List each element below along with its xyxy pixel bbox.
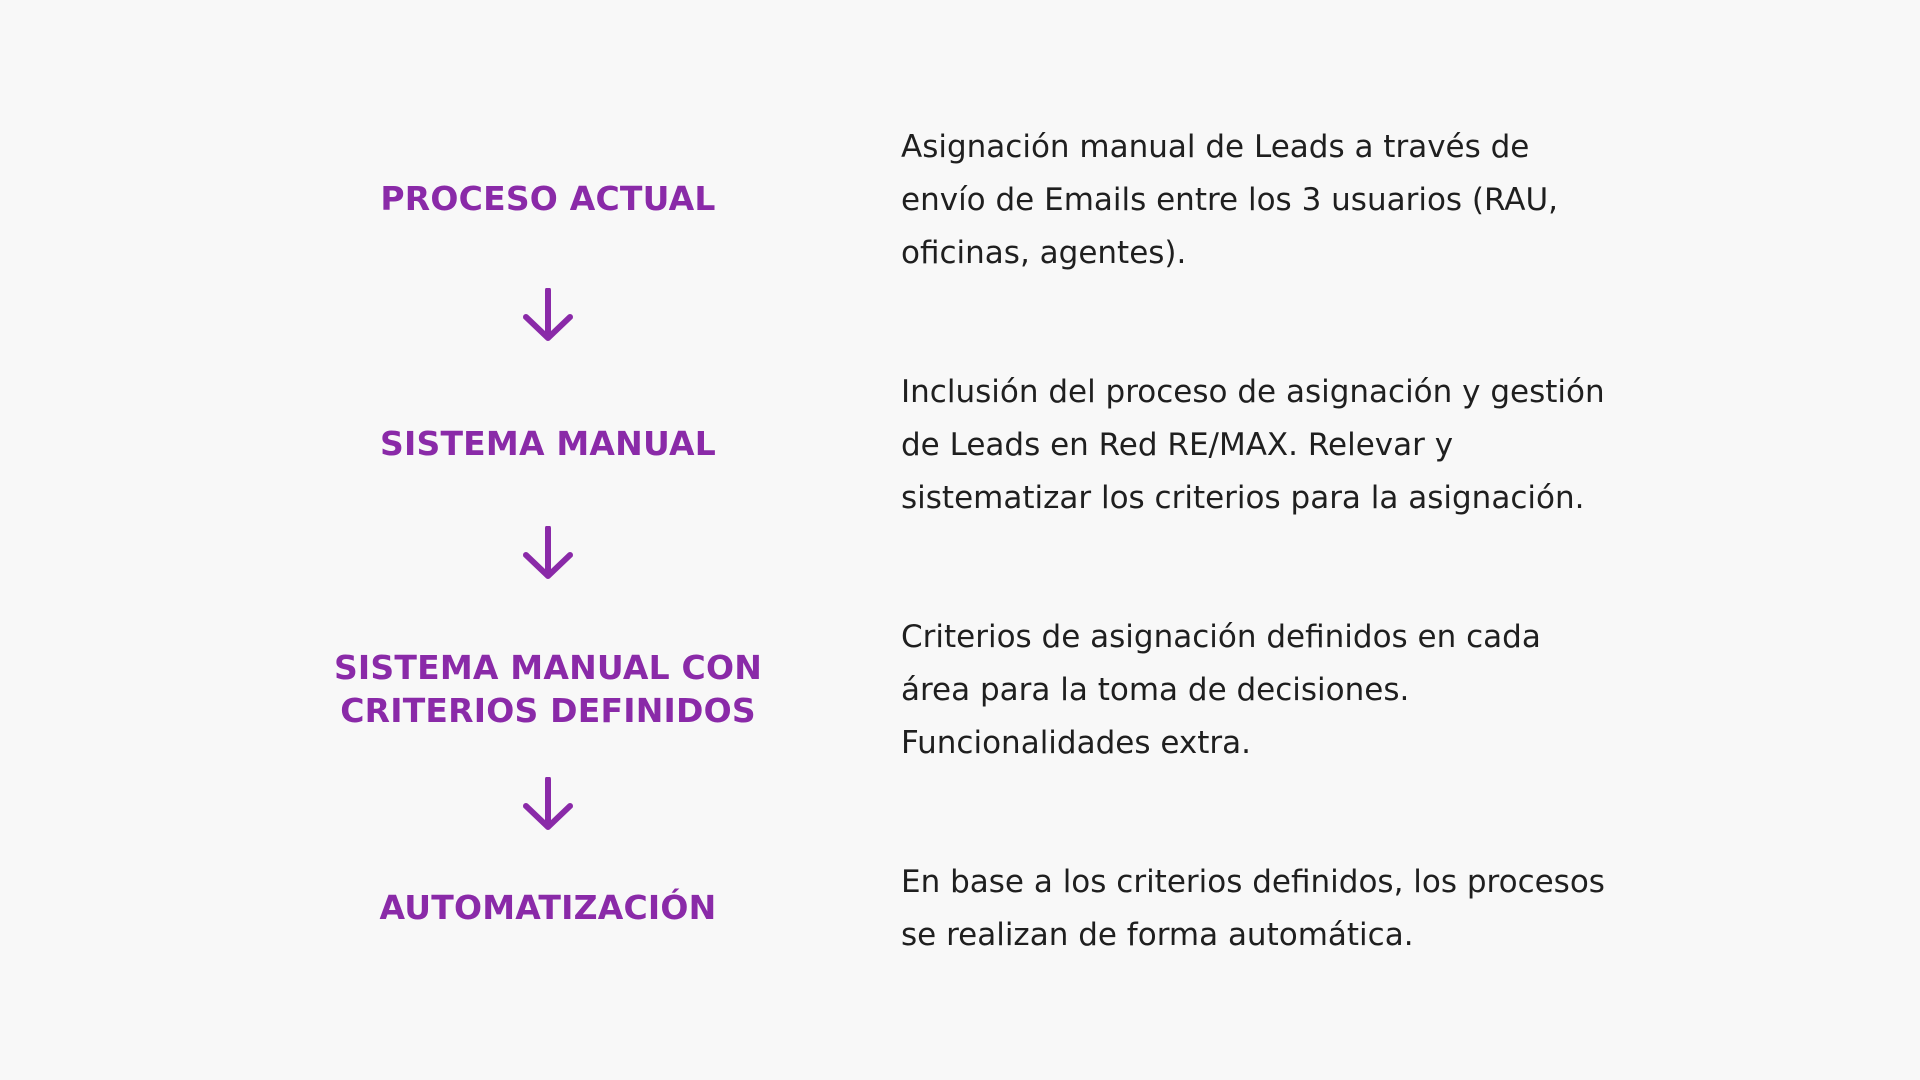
step-description-sistema-manual-criterios: Criterios de asignación definidos en cada área para la toma de decisiones. Funcionalidades extra. (901, 619, 1541, 761)
step-description-sistema-manual: Inclusión del proceso de asignación y gestión de Leads en Red RE/MAX. Relevar y sistematizar los criterios para la asignación. (901, 374, 1605, 516)
arrow-down-icon (522, 288, 574, 344)
step-title-proceso-actual: PROCESO ACTUAL (380, 179, 716, 218)
step-title-automatizacion: AUTOMATIZACIÓN (379, 888, 717, 927)
step-description-automatizacion: En base a los criterios definidos, los procesos se realizan de forma automática. (901, 864, 1605, 953)
arrow-down-icon (522, 526, 574, 582)
step-title-sistema-manual: SISTEMA MANUAL (380, 424, 716, 463)
arrow-down-icon (522, 777, 574, 833)
step-description-proceso-actual: Asignación manual de Leads a través de envío de Emails entre los 3 usuarios (RAU, oficinas, agentes). (901, 129, 1559, 271)
step-title-sistema-manual-criterios: SISTEMA MANUAL CON CRITERIOS DEFINIDOS (333, 648, 763, 730)
